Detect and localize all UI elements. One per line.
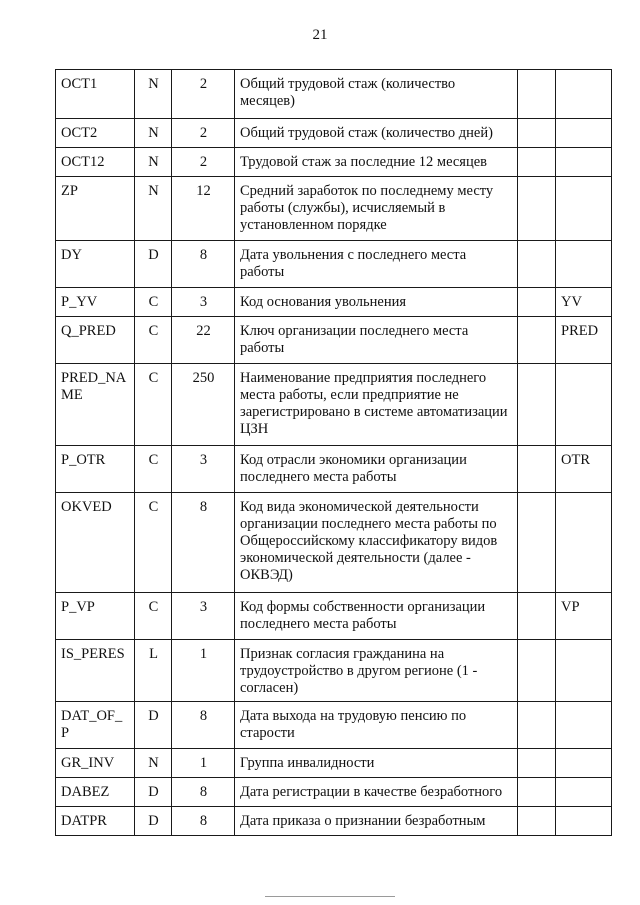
field-description-cell: Наименование предприятия последнего места работы, если предприятие не зарегистрировано в системе автоматизации ЦЗН [235,364,518,446]
page-number: 21 [312,27,328,43]
fields-table [55,69,612,836]
table-row [56,702,612,749]
reference-cell [556,640,612,702]
field-length-cell: 2 [172,119,235,148]
field-description-cell: Код вида экономической деятельности организации последнего места работы по Общероссийскому классификатору видов экономической деятельности (далее - ОКВЭД) [235,493,518,593]
field-length-cell: 8 [172,241,235,288]
table-row [56,70,612,119]
field-length-cell: 8 [172,807,235,836]
field-description-cell: Дата увольнения с последнего места работы [235,241,518,288]
empty-cell [518,749,556,778]
field-description-cell: Средний заработок по последнему месту работы (службы), исчисляемый в установленном порядке [235,177,518,241]
field-type-cell: N [135,148,172,177]
field-type-cell: C [135,317,172,364]
bottom-rule [265,896,395,897]
field-type-cell: C [135,593,172,640]
field-name-cell: OCT1 [56,70,135,119]
field-description-cell: Ключ организации последнего места работы [235,317,518,364]
field-name-cell: P_YV [56,288,135,317]
empty-cell [518,778,556,807]
empty-cell [518,241,556,288]
reference-cell [556,778,612,807]
reference-cell: VP [556,593,612,640]
field-length-cell: 250 [172,364,235,446]
reference-cell [556,119,612,148]
empty-cell [518,702,556,749]
reference-cell [556,148,612,177]
empty-cell [518,364,556,446]
empty-cell [518,640,556,702]
table-row [56,148,612,177]
field-name-cell: IS_PERES [56,640,135,702]
reference-cell [556,70,612,119]
field-type-cell: D [135,778,172,807]
field-description-cell: Дата приказа о признании безработным [235,807,518,836]
reference-cell [556,807,612,836]
empty-cell [518,446,556,493]
field-description-cell: Группа инвалидности [235,749,518,778]
field-description-cell: Трудовой стаж за последние 12 месяцев [235,148,518,177]
reference-cell: OTR [556,446,612,493]
field-name-cell: DATPR [56,807,135,836]
field-name-cell: PRED_NAME [56,364,135,446]
field-length-cell: 1 [172,640,235,702]
table-row [56,593,612,640]
table-row [56,364,612,446]
empty-cell [518,288,556,317]
table-row [56,749,612,778]
field-length-cell: 3 [172,593,235,640]
field-type-cell: D [135,241,172,288]
field-description-cell: Общий трудовой стаж (количество дней) [235,119,518,148]
reference-cell [556,177,612,241]
reference-cell [556,702,612,749]
field-name-cell: P_VP [56,593,135,640]
table-row [56,177,612,241]
field-description-cell: Дата регистрации в качестве безработного [235,778,518,807]
field-name-cell: ZP [56,177,135,241]
field-length-cell: 1 [172,749,235,778]
field-description-cell: Дата выхода на трудовую пенсию по старости [235,702,518,749]
field-description-cell: Признак согласия гражданина на трудоустройство в другом регионе (1 - согласен) [235,640,518,702]
table-row [56,288,612,317]
field-type-cell: N [135,70,172,119]
field-type-cell: N [135,749,172,778]
field-description-cell: Код основания увольнения [235,288,518,317]
field-length-cell: 3 [172,288,235,317]
field-name-cell: DABEZ [56,778,135,807]
empty-cell [518,593,556,640]
field-name-cell: Q_PRED [56,317,135,364]
table-row [56,119,612,148]
field-type-cell: C [135,288,172,317]
reference-cell: PRED [556,317,612,364]
field-type-cell: L [135,640,172,702]
reference-cell: YV [556,288,612,317]
field-length-cell: 8 [172,778,235,807]
field-type-cell: D [135,702,172,749]
field-name-cell: GR_INV [56,749,135,778]
empty-cell [518,317,556,364]
field-name-cell: OCT12 [56,148,135,177]
field-type-cell: D [135,807,172,836]
field-type-cell: N [135,119,172,148]
field-type-cell: C [135,493,172,593]
field-length-cell: 22 [172,317,235,364]
field-description-cell: Код формы собственности организации последнего места работы [235,593,518,640]
table-row [56,640,612,702]
reference-cell [556,241,612,288]
table-row [56,317,612,364]
empty-cell [518,148,556,177]
field-length-cell: 2 [172,70,235,119]
table-row [56,446,612,493]
reference-cell [556,364,612,446]
empty-cell [518,70,556,119]
table-row [56,493,612,593]
field-type-cell: C [135,364,172,446]
field-name-cell: OKVED [56,493,135,593]
field-length-cell: 3 [172,446,235,493]
reference-cell [556,749,612,778]
table-row [56,778,612,807]
empty-cell [518,177,556,241]
field-length-cell: 8 [172,702,235,749]
empty-cell [518,119,556,148]
field-description-cell: Код отрасли экономики организации последнего места работы [235,446,518,493]
empty-cell [518,807,556,836]
field-length-cell: 8 [172,493,235,593]
field-name-cell: DAT_OF_P [56,702,135,749]
reference-cell [556,493,612,593]
field-type-cell: N [135,177,172,241]
table-row [56,241,612,288]
field-description-cell: Общий трудовой стаж (количество месяцев) [235,70,518,119]
table-row [56,807,612,836]
field-type-cell: C [135,446,172,493]
empty-cell [518,493,556,593]
field-name-cell: OCT2 [56,119,135,148]
fields-table-body [56,70,612,836]
field-name-cell: P_OTR [56,446,135,493]
field-name-cell: DY [56,241,135,288]
field-length-cell: 2 [172,148,235,177]
field-length-cell: 12 [172,177,235,241]
